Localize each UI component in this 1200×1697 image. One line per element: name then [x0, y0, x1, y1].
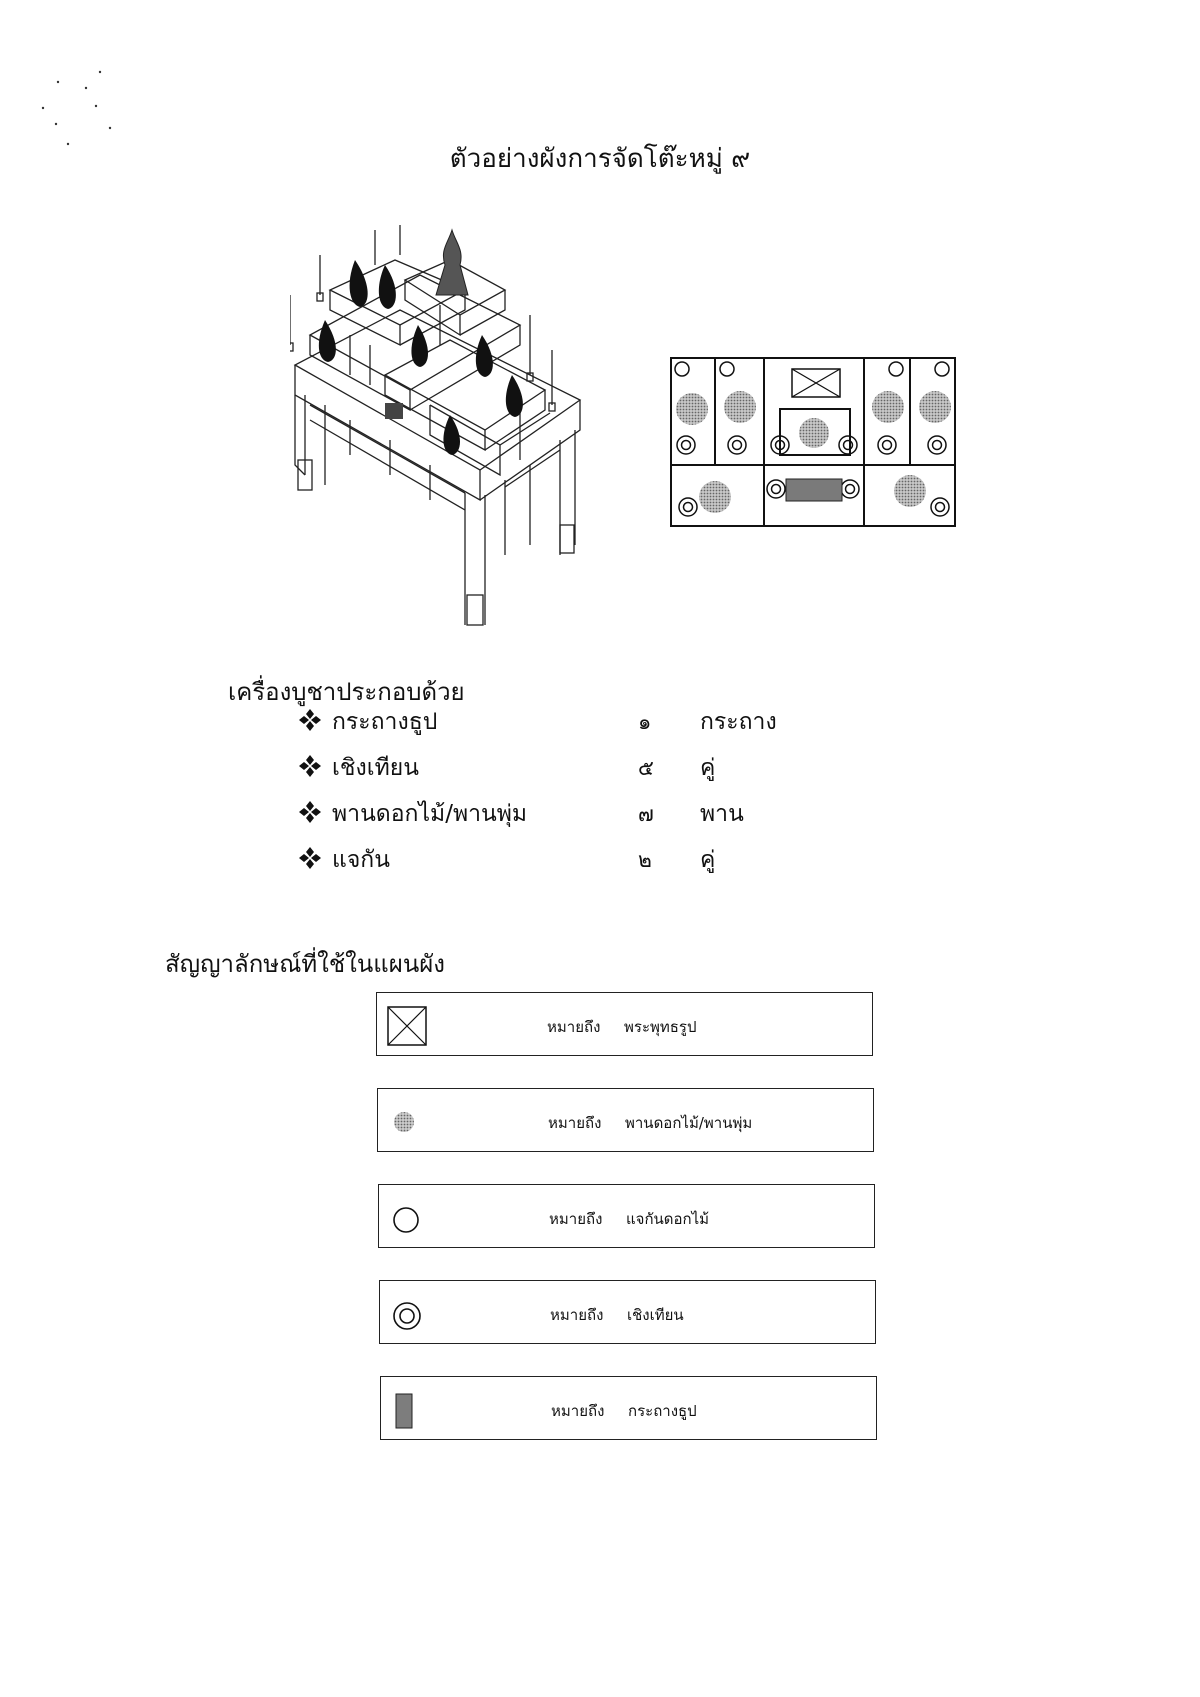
bullet-diamond-icon — [298, 800, 322, 824]
bullet-diamond-icon — [298, 846, 322, 870]
buddha-symbol-icon — [387, 1006, 427, 1046]
legend-means: หมายถึง — [550, 1306, 604, 1324]
legend-means: หมายถึง — [549, 1210, 603, 1228]
legend-heading: สัญญาลักษณ์ที่ใช้ในแผนผัง — [165, 950, 446, 978]
offering-qty: ๑ — [638, 710, 652, 734]
offering-item — [298, 842, 818, 882]
legend-label: พานดอกไม้/พานพุ่ม — [625, 1114, 753, 1132]
offering-unit: คู่ — [700, 755, 716, 781]
legend-means: หมายถึง — [548, 1114, 602, 1132]
offering-qty: ๒ — [638, 848, 652, 872]
candle-holder-symbol-icon — [390, 1294, 430, 1334]
offering-unit: คู่ — [700, 847, 716, 873]
offering-name: พานดอกไม้/พานพุ่ม — [332, 801, 528, 827]
legend-label: กระถางธูป — [628, 1402, 697, 1420]
offering-qty: ๕ — [638, 756, 654, 780]
legend-entry — [378, 1184, 875, 1248]
offering-name: เชิงเทียน — [332, 755, 419, 781]
flower-tray-symbol-icon — [388, 1102, 428, 1142]
offering-item — [298, 796, 818, 836]
offering-item — [298, 750, 818, 790]
bullet-diamond-icon — [298, 708, 322, 732]
offering-name: กระถางธูป — [332, 709, 438, 735]
legend-means: หมายถึง — [551, 1402, 605, 1420]
altar-table-illustration — [290, 225, 620, 645]
legend-label: พระพุทธรูป — [624, 1018, 697, 1036]
offering-unit: พาน — [700, 801, 744, 827]
legend-entry — [380, 1376, 877, 1440]
legend-means: หมายถึง — [547, 1018, 601, 1036]
altar-layout-plan — [670, 357, 956, 527]
legend-entry — [376, 992, 873, 1056]
legend-entry — [379, 1280, 876, 1344]
offering-item — [298, 704, 818, 744]
legend-label: เชิงเทียน — [627, 1306, 684, 1324]
offering-unit: กระถาง — [700, 709, 777, 735]
incense-pot-symbol-icon — [391, 1390, 431, 1430]
legend-entry — [377, 1088, 874, 1152]
vase-symbol-icon — [389, 1198, 429, 1238]
bullet-diamond-icon — [298, 754, 322, 778]
offerings-heading: เครื่องบูชาประกอบด้วย — [228, 678, 465, 706]
page-title: ตัวอย่างผังการจัดโต๊ะหมู่ ๙ — [449, 144, 751, 174]
legend-label: แจกันดอกไม้ — [626, 1210, 710, 1228]
offering-name: แจกัน — [332, 847, 390, 873]
offering-qty: ๗ — [638, 802, 654, 826]
